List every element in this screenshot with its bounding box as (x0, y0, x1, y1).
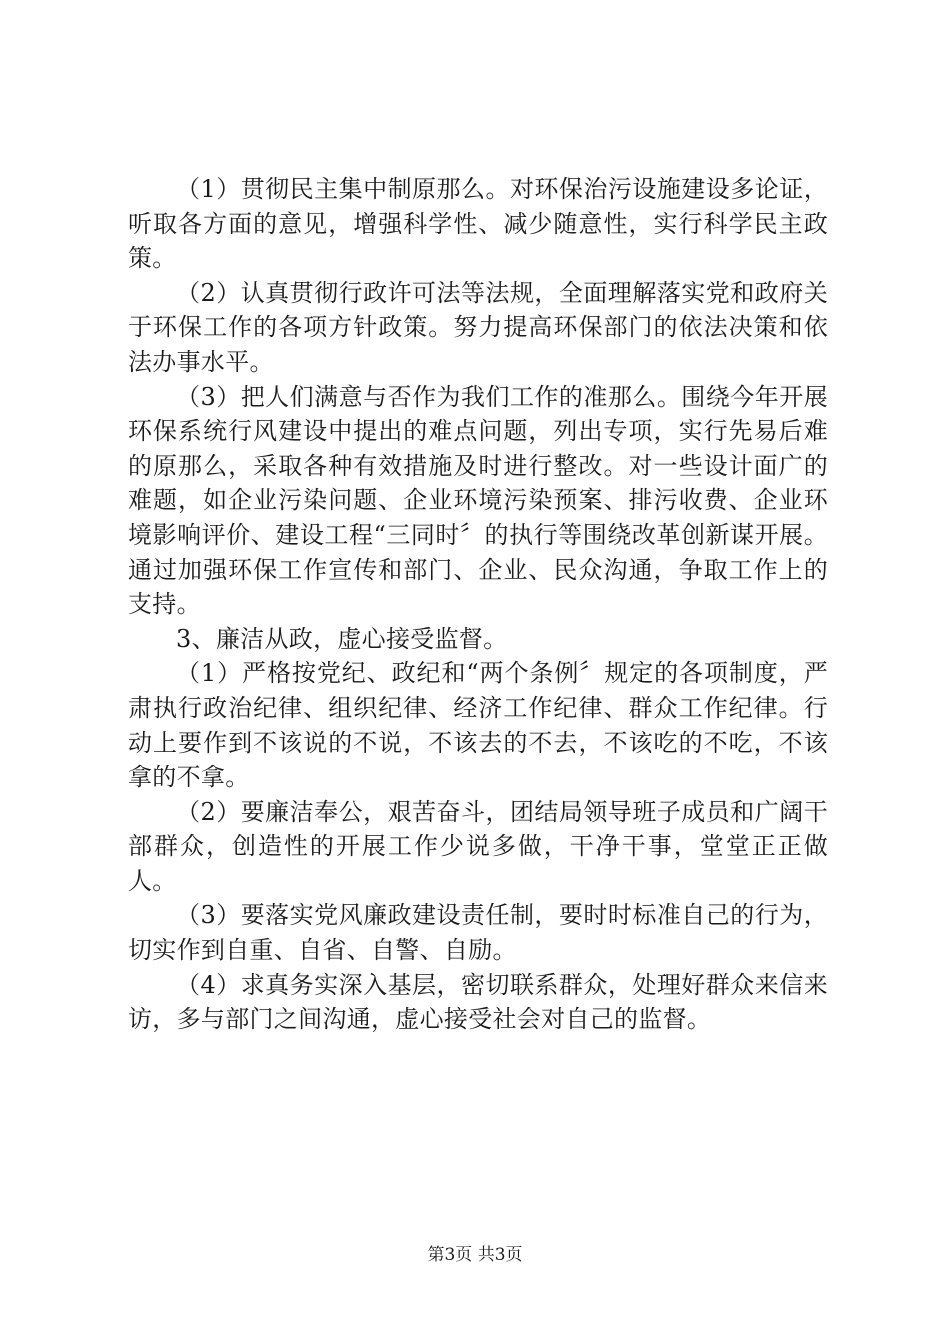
paragraph-7: （4）求真务实深入基层，密切联系群众，处理好群众来信来访，多与部门之间沟通，虚心接受社会对自己的监督。 (128, 970, 828, 1034)
paragraph-3: （3）把人们满意与否作为我们工作的准那么。围绕今年开展环保系统行风建设中提出的难点问题，列出专项，实行先易后难的原那么，采取各种有效措施及时进行整改。对一些设计面广的难题，如企业污染问题、企业环境污染预案、排污收费、企业环境影响评价、建设工程“三同时〞的执行等围绕改革创新谋开展。通过加强环保工作宣传和部门、企业、民众沟通，争取工作上的支持。 (128, 382, 828, 619)
section-heading: 3、廉洁从政，虚心接受监督。 (176, 624, 508, 653)
paragraph-6: （3）要落实党风廉政建设责任制，要时时标准自己的行为，切实作到自重、自省、自警、自励。 (128, 901, 828, 965)
paragraph-5: （2）要廉洁奉公，艰苦奋斗，团结局领导班子成员和广阔干部群众，创造性的开展工作少说多做，干净干事，堂堂正正做人。 (128, 797, 828, 895)
paragraph-2: （2）认真贯彻行政许可法等法规，全面理解落实党和政府关于环保工作的各项方针政策。努力提高环保部门的依法决策和依法办事水平。 (128, 278, 828, 376)
document-body (128, 172, 828, 1037)
page-number-footer: 第3页 共3页 (427, 1245, 523, 1265)
paragraph-1: （1）贯彻民主集中制原那么。对环保治污设施建设多论证，听取各方面的意见，增强科学性、减少随意性，实行科学民主政策。 (128, 175, 828, 273)
paragraph-4: （1）严格按党纪、政纪和“两个条例〞规定的各项制度，严肃执行政治纪律、组织纪律、经济工作纪律、群众工作纪律。行动上要作到不该说的不说，不该去的不去，不该吃的不吃，不该拿的不拿。 (128, 659, 828, 792)
